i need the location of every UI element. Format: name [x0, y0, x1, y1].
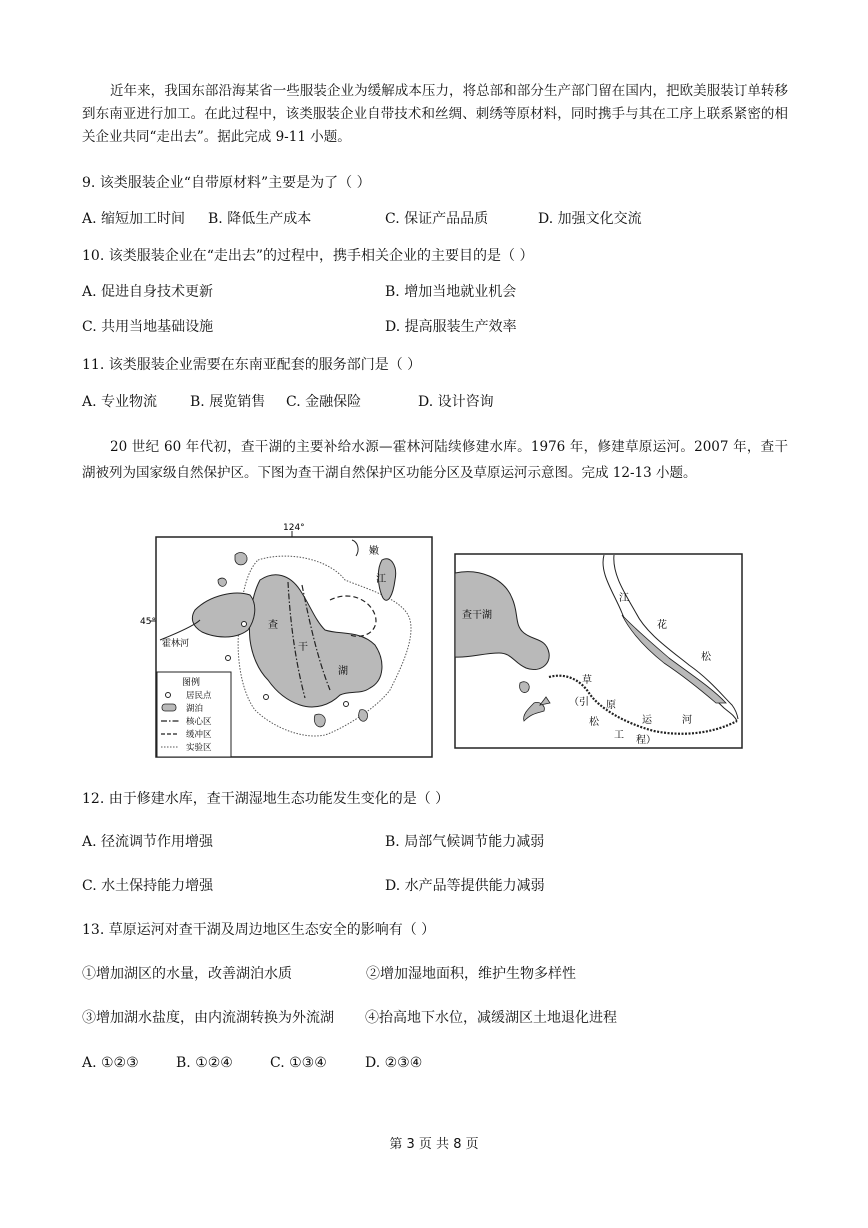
q9-option-c: C. 保证产品品质: [385, 211, 489, 227]
q13-statement-4: ④抬高地下水位，减缓湖区土地退化进程: [365, 1010, 617, 1026]
lake-char-gan: 干: [298, 642, 308, 653]
canal-char-yuan: 原: [606, 700, 616, 711]
longitude-label: 124°: [283, 523, 305, 533]
q13-statement-3: ③增加湖水盐度，由内流湖转换为外流湖: [82, 1010, 334, 1026]
q11-option-a: A. 专业物流: [82, 394, 158, 410]
q12-option-b: B. 局部气候调节能力减弱: [385, 834, 545, 850]
legend-buffer: 缓冲区: [186, 730, 212, 740]
q12-option-d: D. 水产品等提供能力减弱: [385, 878, 545, 894]
legend-settlement: 居民点: [186, 691, 212, 701]
chagan-lake-label: 查干湖: [462, 610, 492, 621]
huolin-river-label: 霍林河: [162, 639, 190, 649]
question-13-stem: 13. 草原运河对查干湖及周边地区生态安全的影响有（ ）: [82, 922, 436, 938]
q10-option-d: D. 提高服装生产效率: [385, 319, 517, 335]
reserve-zoning-map: [140, 520, 450, 760]
q13-option-b: B. ①②④: [176, 1055, 233, 1071]
q11-option-d: D. 设计咨询: [418, 394, 494, 410]
legend-experimental: 实验区: [186, 743, 212, 753]
q11-option-c: C. 金融保险: [286, 394, 362, 410]
q11-option-b: B. 展览销售: [190, 394, 266, 410]
q13-option-c: C. ①③④: [270, 1055, 327, 1071]
question-12-stem: 12. 由于修建水库，查干湖湿地生态功能发生变化的是（ ）: [82, 791, 450, 807]
lake-char-cha: 查: [268, 620, 278, 631]
latitude-label: 45°: [140, 617, 156, 627]
river-char-song: 松: [701, 652, 711, 663]
intro-paragraph-2: 20 世纪 60 年代初，查干湖的主要补给水源—霍林河陆续修建水库。1976 年，修建草原运河。2007 年，查干湖被列为国家级自然保护区。下图为查干湖自然保护区功能分区及草原运河示意图。完成 12-13 小题。: [82, 439, 788, 481]
q13-option-a: A. ①②③: [82, 1055, 139, 1071]
river-char-hua: 花: [657, 620, 667, 631]
grassland-canal-map: [454, 553, 744, 750]
legend-core: 核心区: [186, 717, 212, 727]
q10-option-a: A. 促进自身技术更新: [82, 284, 214, 300]
q9-option-a: A. 缩短加工时间: [82, 211, 186, 227]
question-9-stem: 9. 该类服装企业“自带原材料”主要是为了（ ）: [82, 175, 371, 191]
canal-char-yun: 运: [642, 715, 652, 726]
q13-statement-1: ①增加湖区的水量，改善湖泊水质: [82, 966, 292, 982]
legend-lake: 湖泊: [186, 704, 204, 714]
jiang-char: 江: [376, 574, 386, 585]
page-footer: 第 3 页 共 8 页: [389, 1137, 479, 1152]
q12-option-c: C. 水土保持能力增强: [82, 878, 214, 894]
canal-char-song: 松: [589, 717, 599, 728]
q13-statement-2: ②增加湿地面积，维护生物多样性: [366, 966, 576, 982]
q12-option-a: A. 径流调节作用增强: [82, 834, 214, 850]
legend-title: 图例: [182, 678, 201, 688]
question-10-stem: 10. 该类服装企业在“走出去”的过程中，携手相关企业的主要目的是（ ）: [82, 248, 534, 264]
q13-option-d: D. ②③④: [365, 1055, 423, 1071]
nen-char: 嫩: [369, 546, 379, 557]
canal-char-yin: （引: [569, 697, 589, 708]
q10-option-b: B. 增加当地就业机会: [385, 284, 517, 300]
q10-option-c: C. 共用当地基础设施: [82, 319, 214, 335]
canal-char-gong: 工: [614, 730, 624, 741]
canal-char-cheng: 程）: [636, 735, 656, 746]
intro-paragraph-1: 近年来，我国东部沿海某省一些服装企业为缓解成本压力，将总部和部分生产部门留在国内，把欧美服装订单转移到东南亚进行加工。在此过程中，该类服装企业自带技术和丝绸、刺绣等原材料，同时携手与其在工序上联系紧密的相关企业共同“走出去”。据此完成 9-11 小题。: [82, 83, 788, 145]
canal-char-he: 河: [682, 715, 692, 726]
q9-option-b: B. 降低生产成本: [208, 211, 312, 227]
canal-char-cao: 草: [582, 675, 592, 686]
q9-option-d: D. 加强文化交流: [538, 211, 642, 227]
lake-char-hu: 湖: [338, 666, 348, 677]
question-11-stem: 11. 该类服装企业需要在东南亚配套的服务部门是（ ）: [82, 357, 422, 373]
river-char-jiang: 江: [619, 593, 629, 604]
